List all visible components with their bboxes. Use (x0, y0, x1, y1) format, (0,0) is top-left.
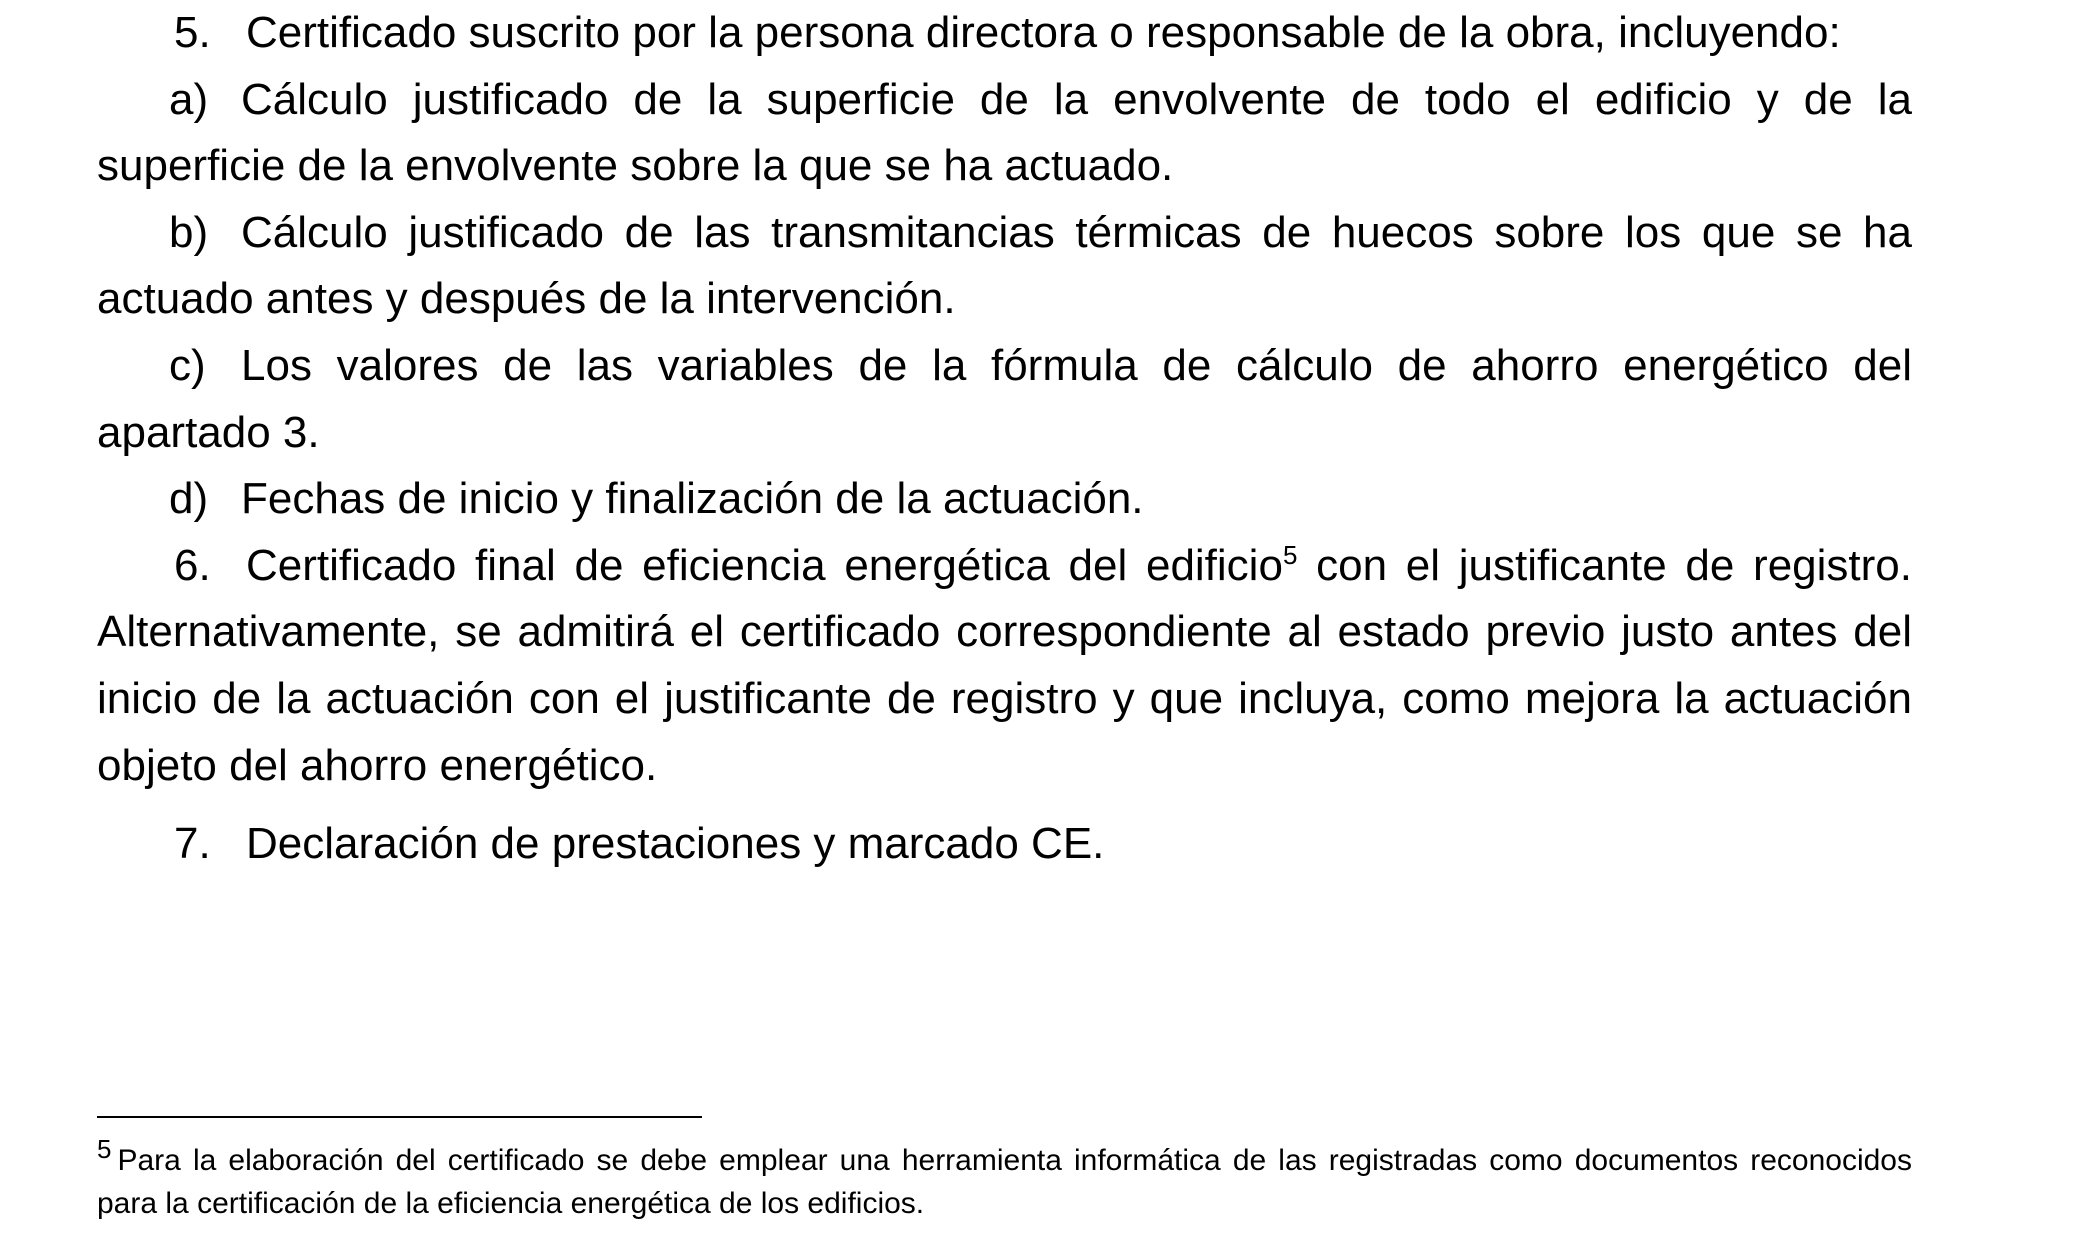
item-marker (169, 466, 241, 533)
item-a-text: Cálculo justificado de la superficie de la envolvente de todo el edificio y de la superficie de la envolvente sobre la que se ha actuado. (97, 74, 1912, 191)
item-6-text-after: con el justificante de registro. Alternativamente, se admitirá el certificado correspondiente al estado previo justo antes del inicio de la actuación con el justificante de registro y que incluya, como mejora la actuación objeto del ahorro energético. (97, 540, 1913, 790)
item-5-text: Certificado suscrito por la persona directora o responsable de la obra, incluyendo: (246, 8, 1841, 57)
footnote-reference[interactable]: 5 (1282, 539, 1298, 570)
document-body (97, 0, 1912, 878)
list-item-7 (97, 811, 1912, 878)
item-b-text: Cálculo justificado de las transmitancias térmicas de huecos sobre los que se ha actuado antes y después de la intervención. (97, 207, 1912, 324)
item-marker (169, 333, 241, 400)
item-marker (169, 200, 241, 267)
item-d-text: Fechas de inicio y finalización de la actuación. (241, 474, 1144, 524)
footnote-separator (97, 1116, 702, 1118)
item-a-letter: a) (169, 74, 209, 124)
footnote-number: 5 (97, 1134, 112, 1164)
item-b-letter: b) (169, 207, 209, 257)
item-marker (169, 67, 241, 134)
list-item-a (97, 67, 1912, 200)
item-c-letter: c) (169, 340, 206, 390)
spacer (97, 799, 1912, 811)
item-marker (174, 811, 246, 878)
item-7-text: Declaración de prestaciones y marcado CE. (246, 819, 1105, 869)
list-item-b (97, 200, 1912, 333)
item-6-number: 6. (174, 540, 211, 590)
list-item-c (97, 333, 1912, 466)
item-6-text-before: Certificado final de eficiencia energética del edificio (246, 540, 1283, 590)
item-marker (174, 533, 246, 600)
item-marker (174, 0, 246, 67)
footnote (97, 1134, 1912, 1225)
item-d-letter: d) (169, 474, 209, 524)
list-item-6 (97, 533, 1912, 799)
item-5-number: 5. (174, 8, 211, 57)
item-c-text: Los valores de las variables de la fórmula de cálculo de ahorro energético del apartado 3. (97, 340, 1912, 457)
item-7-number: 7. (174, 819, 211, 869)
list-item-d (97, 466, 1912, 533)
footnote-text: Para la elaboración del certificado se debe emplear una herramienta informática de las registradas como documentos reconocidos para la certificación de la eficiencia energética de los edificios. (97, 1144, 1912, 1220)
list-item-5 (97, 0, 1912, 67)
